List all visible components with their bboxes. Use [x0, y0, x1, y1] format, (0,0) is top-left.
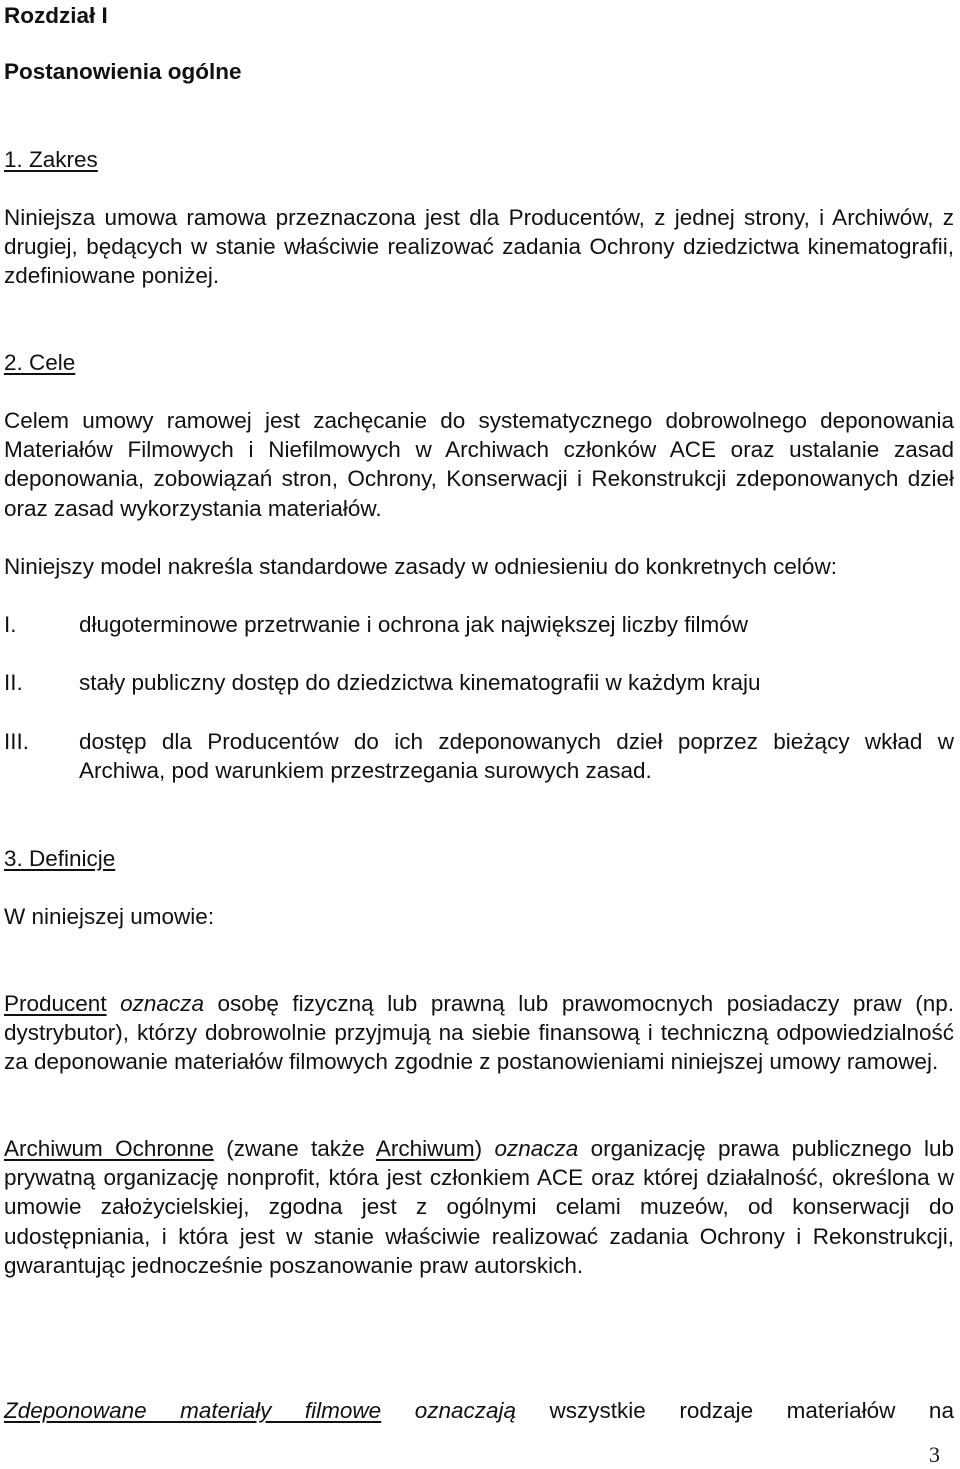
definition-term: Zdeponowane materiały filmowe [4, 1398, 382, 1423]
list-item-text: stały publiczny dostęp do dziedzictwa kinematografii w każdym kraju [79, 670, 761, 695]
definition-archiwum [4, 1134, 954, 1280]
definition-verb: oznaczają [414, 1398, 517, 1423]
section-1-title [4, 145, 954, 174]
section-2-paragraph-1: Celem umowy ramowej jest zachęcanie do systematycznego dobrowolnego deponowania Materiałów Filmowych i Niefilmowych w Archiwach członków ACE oraz ustalanie zasad deponowania, zobowiązań stron, Ochrony, Konserwacji i Rekonstrukcji zdeponowanych dzieł oraz zasad wykorzystania materiałów. [4, 408, 954, 521]
definition-term: Producent [4, 991, 107, 1016]
definition-alias: Archiwum [375, 1136, 475, 1161]
section-2-title [4, 348, 954, 377]
chapter-heading: Rozdział I [4, 3, 108, 28]
definition-text: osobę fizyczną lub prawną lub prawomocnych posiadaczy praw (np. dystrybutor), którzy dobrowolnie przyjmują na siebie finansową i techniczną odpowiedzialność za deponowanie materiałów filmowych zgodnie z postanowieniami niniejszej umowy ramowej. [4, 991, 954, 1075]
list-item-text: dostęp dla Producentów do ich zdeponowanych dzieł poprzez bieżący wkład w Archiwa, pod warunkiem przestrzegania surowych zasad. [79, 729, 954, 784]
definition-alias-prefix: (zwane także [213, 1136, 376, 1161]
definition-text: wszystkie rodzaje materiałów na [516, 1398, 954, 1423]
section-1-title-text: 1. Zakres [4, 147, 98, 172]
section-3-title [4, 844, 954, 873]
definition-verb: oznacza [120, 991, 204, 1016]
list-item-number: III. [4, 729, 30, 754]
list-item-text: długoterminowe przetrwanie i ochrona jak największej liczby filmów [79, 612, 749, 637]
definition-text: organizację prawa publicznego lub prywatną organizację nonprofit, która jest członkiem ACE oraz której działalność, określona w umowie założycielskiej, zgodna jest z ogólnymi celami muzeów, od konserwacji do udostępniania, i która jest w stanie właściwie realizować zadania Ochrony i Rekonstrukcji, gwarantując jednocześnie poszanowanie praw autorskich. [4, 1136, 954, 1278]
definition-producent [4, 989, 954, 1077]
page-number: 3 [929, 1442, 940, 1467]
definition-verb: oznacza [494, 1136, 579, 1161]
definition-alias-suffix: ) [474, 1136, 495, 1161]
chapter-title: Postanowienia ogólne [4, 59, 242, 84]
list-item-number: I. [4, 612, 17, 637]
list-item-number: II. [4, 670, 23, 695]
section-3-intro: W niniejszej umowie: [4, 904, 215, 929]
definition-term: Archiwum Ochronne [4, 1136, 214, 1161]
section-2-title-text: 2. Cele [4, 350, 76, 375]
section-3-title-text: 3. Definicje [4, 846, 116, 871]
section-1-paragraph: Niniejsza umowa ramowa przeznaczona jest dla Producentów, z jednej strony, i Archiwów, z drugiej, będących w stanie właściwie realizować zadania Ochrony dziedzictwa kinematografii, zdefiniowane poniżej. [4, 205, 954, 289]
definition-materialy [4, 1396, 954, 1425]
section-2-paragraph-2: Niniejszy model nakreśla standardowe zasady w odniesieniu do konkretnych celów: [4, 554, 837, 579]
